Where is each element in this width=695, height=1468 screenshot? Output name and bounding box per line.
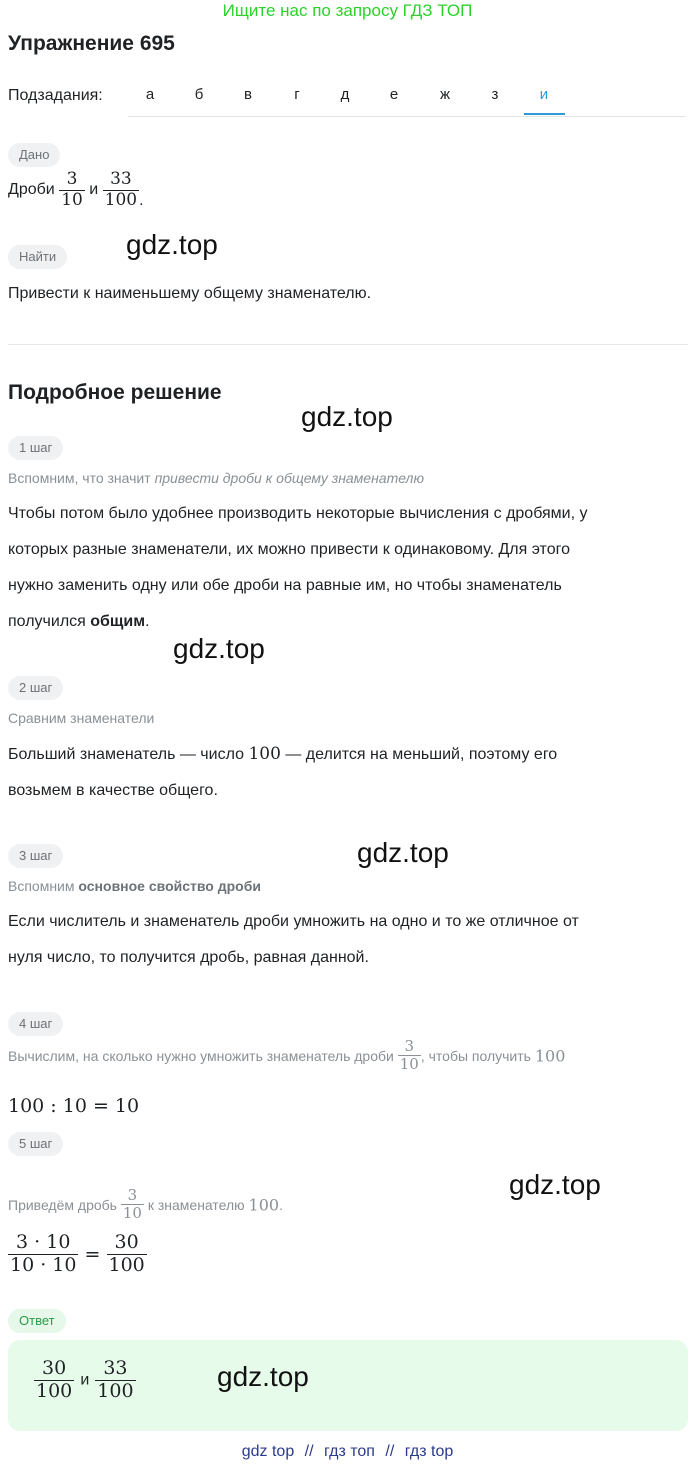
fraction-denominator: 100 [108,1253,145,1276]
given-prefix: Дроби [8,181,55,199]
subtasks-label: Подзадания: [8,87,103,104]
step-3-hint-prefix: Вспомним [8,878,79,894]
step-5-badge: 5 шаг [8,1132,63,1156]
fraction-numerator: 3 [404,1037,415,1055]
step-3-line-2: нуля число, то получится дробь, равная данной. [8,949,369,966]
given-badge: Дано [8,143,60,167]
fraction-denominator: 100 [104,189,138,210]
step-3-hint [8,878,261,894]
active-tab-indicator [524,113,565,115]
tab-v[interactable]: в [244,86,252,103]
fraction-numerator: 3 · 10 [16,1231,71,1253]
step-5-hint-end: . [279,1196,283,1213]
step-1-line-4-end: . [145,613,150,630]
watermark: gdz.top [126,229,218,260]
divider [8,344,688,345]
answer-fraction-2 [95,1358,135,1403]
answer-box [8,1340,688,1431]
step-2-line-1-prefix: Больший знаменатель — число [8,746,249,763]
answer-conj: и [80,1371,90,1389]
tab-zh[interactable]: ж [439,86,451,103]
tab-a[interactable]: а [145,86,155,103]
step-5-fraction [121,1187,144,1223]
fraction-denominator: 10 · 10 [10,1253,77,1276]
footer-separator: // [304,1443,314,1460]
given-text [8,170,144,210]
given-end: . [139,192,144,210]
step-1-line-1: Чтобы потом было удобнее производить некоторые вычисления с дробями, у [8,505,588,522]
fraction-denominator: 100 [97,1379,134,1402]
step-5-left-fraction [8,1232,78,1277]
page-title: Упражнение 695 [8,32,175,55]
tab-e[interactable]: е [389,86,399,103]
step-4-hint-number: 100 [534,1046,566,1066]
tab-b[interactable]: б [194,86,204,103]
watermark: gdz.top [509,1169,601,1200]
step-1-line-4 [8,604,688,640]
fraction-denominator: 100 [36,1379,73,1402]
step-4-hint-prefix: Вычислим, на сколько нужно умножить знаменатель дроби [8,1047,394,1064]
step-5-hint-prefix: Приведём дробь [8,1196,117,1213]
given-fraction-2 [103,170,139,210]
step-3-badge: 3 шаг [8,844,63,868]
step-1-hint-emphasis: привести дроби к общему знаменателю [154,470,424,486]
step-4-hint-mid: , чтобы получить [420,1047,531,1064]
answer-content [34,1358,136,1403]
fraction-denominator: 10 [61,189,83,210]
step-3-line-1: Если числитель и знаменатель дроби умножить на одно и то же отличное от [8,913,579,930]
watermark: gdz.top [357,837,449,868]
watermark: gdz.top [217,1361,309,1392]
step-5-equation [8,1232,147,1277]
step-2-line-1-suffix: — делится на меньший, поэтому его [280,746,558,763]
fraction-denominator: 10 [122,1204,142,1223]
step-1-line-4-bold: общим [90,613,146,630]
footer-link-2[interactable]: гдз топ [324,1443,375,1460]
step-1-line-3: нужно заменить одну или обе дроби на равные им, но чтобы знаменатель [8,577,562,594]
subtasks-tabs [128,80,686,117]
fraction-numerator: 33 [103,1357,128,1379]
step-1-hint [8,470,424,486]
step-2-hint: Сравним знаменатели [8,710,155,726]
watermark: gdz.top [301,401,393,432]
answer-badge: Ответ [8,1309,66,1333]
find-badge: Найти [8,245,67,269]
step-4-hint [8,1038,565,1074]
equals-sign: = [84,1243,101,1266]
step-2-line-1 [8,736,688,773]
fraction-numerator: 3 [127,1186,138,1204]
step-1-hint-prefix: Вспомним, что значит [8,470,155,486]
footer-link-1[interactable]: gdz top [241,1443,295,1460]
find-text: Привести к наименьшему общему знаменателю. [8,285,372,302]
footer-links [0,1443,695,1461]
step-1-line-4-prefix: получился [8,613,91,630]
watermark: gdz.top [173,633,265,664]
step-3-text [8,904,688,976]
fraction-numerator: 3 [66,169,78,189]
step-4-fraction [398,1038,421,1074]
step-1-text [8,496,688,640]
given-fraction-1 [59,170,85,210]
step-5-hint-mid: к знаменателю [147,1196,245,1213]
fraction-numerator: 30 [42,1357,67,1379]
step-5-hint-number: 100 [248,1195,280,1215]
fraction-numerator: 30 [114,1231,139,1253]
tab-d[interactable]: д [340,86,350,103]
step-2-text [8,736,688,809]
step-4-equation: 100 : 10 = 10 [8,1095,140,1117]
tab-z[interactable]: з [491,86,499,103]
footer-link-3[interactable]: гдз top [404,1443,454,1460]
top-banner: Ищите нас по запросу ГДЗ ТОП [222,1,473,20]
step-3-hint-bold: основное свойство дроби [78,878,261,894]
step-4-badge: 4 шаг [8,1012,63,1036]
answer-fraction-1 [34,1358,74,1403]
step-2-number: 100 [248,744,281,764]
step-2-line-2: возьмем в качестве общего. [8,782,218,799]
tab-g[interactable]: г [294,86,300,103]
step-1-badge: 1 шаг [8,436,63,460]
fraction-numerator: 33 [110,169,132,189]
step-5-right-fraction [107,1232,147,1277]
fraction-denominator: 10 [399,1055,419,1074]
step-2-badge: 2 шаг [8,676,63,700]
tab-i[interactable]: и [539,86,549,103]
step-1-line-2: которых разные знаменатели, их можно привести к одинаковому. Для этого [8,541,570,558]
given-conj: и [89,181,99,199]
solution-title: Подробное решение [8,381,222,404]
step-5-hint [8,1187,283,1223]
footer-separator: // [385,1443,395,1460]
